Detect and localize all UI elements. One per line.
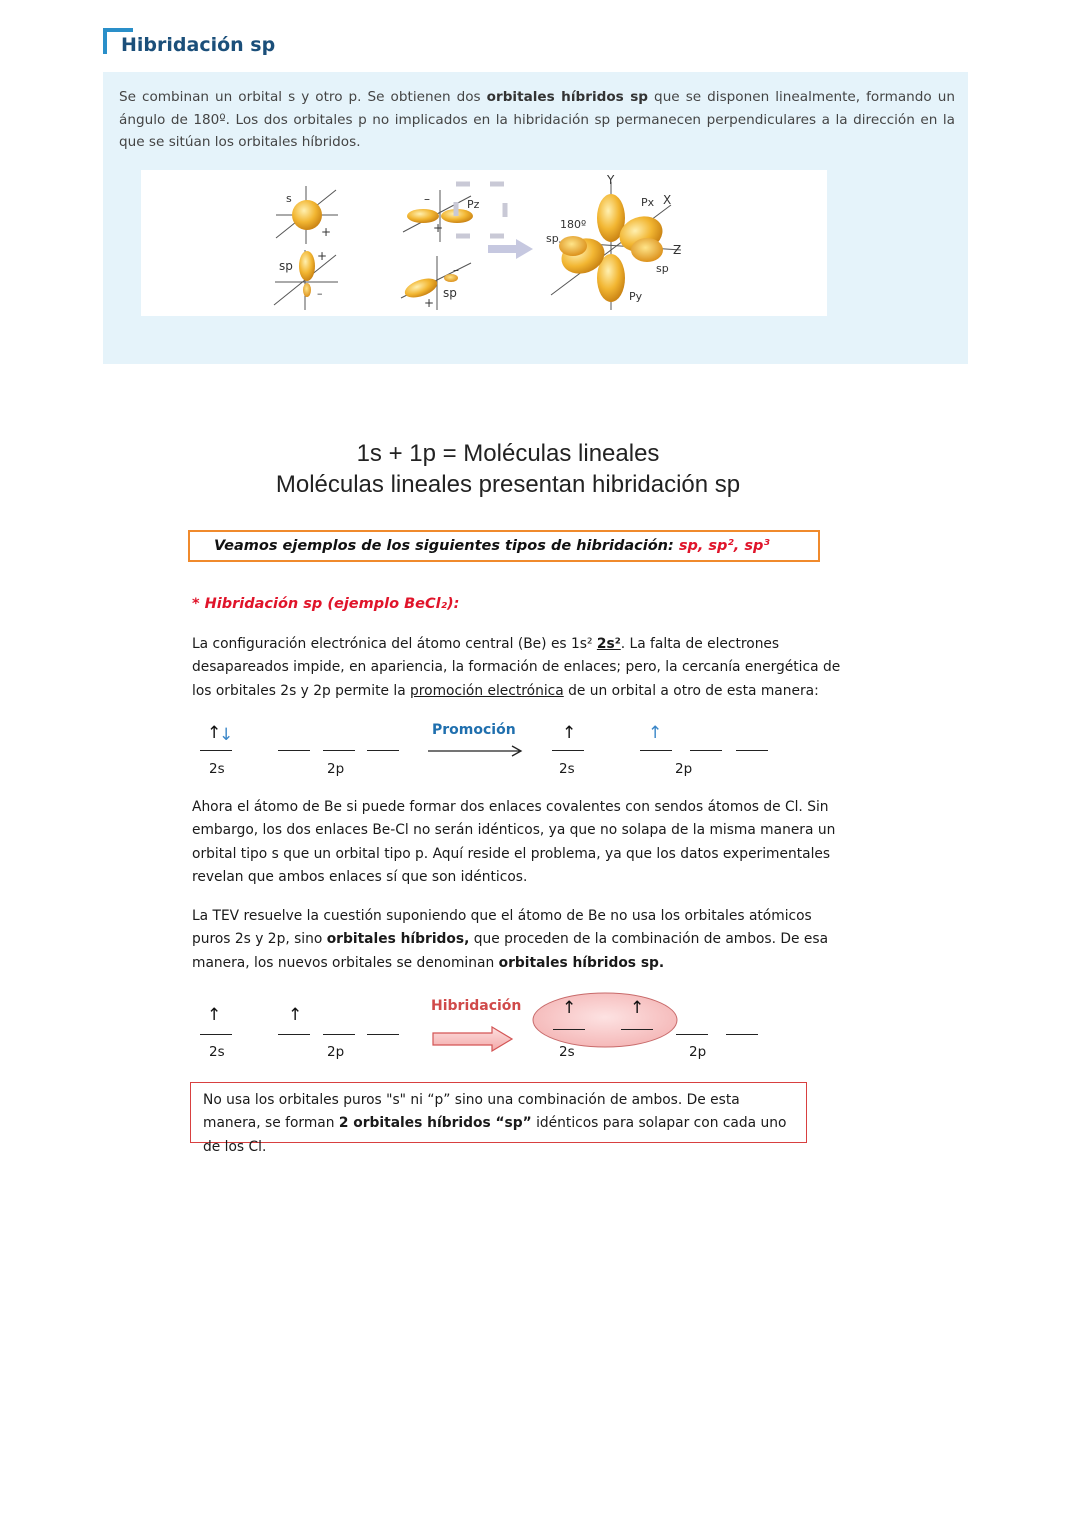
note-box	[190, 1082, 807, 1155]
svg-text:+: +	[317, 249, 328, 263]
combined-orbital	[546, 173, 681, 310]
s-orbital	[276, 186, 338, 244]
orbital-line-2p	[367, 750, 399, 751]
svg-text:+: +	[433, 221, 444, 235]
orbital-line-2p	[323, 750, 355, 751]
hybridization-arrow	[430, 1026, 516, 1052]
orbital-line-2s	[200, 1034, 232, 1035]
hybridization-types: sp, sp², sp³	[678, 538, 770, 554]
spin-up-arrow: ↑	[207, 723, 222, 743]
orbital-line-2p	[640, 750, 672, 751]
svg-text:+: +	[424, 296, 435, 310]
label-2p: 2p	[327, 761, 345, 777]
svg-text:–: –	[424, 192, 430, 206]
label-2s: 2s	[209, 761, 225, 777]
label-2s: 2s	[559, 761, 575, 777]
spin-up-arrow: ↑	[630, 998, 645, 1018]
orbital-line-2p	[676, 1034, 708, 1035]
svg-text:+: +	[321, 225, 332, 239]
svg-text:sp: sp	[279, 259, 293, 273]
orbital-line-2p	[278, 1034, 310, 1035]
spin-down-arrow: ↓	[219, 725, 234, 745]
svg-text:–: –	[453, 263, 459, 277]
promotion-term: promoción electrónica	[410, 682, 564, 699]
info-text: Se combinan un orbital s y otro p. Se obtienen dos orbitales híbridos sp que se disponen linealmente, formando un ángulo de 180º. Los dos orbitales p no implicados en la hibridación sp permanecen perpendiculares a la dirección en la que se sitúan los orbitales híbridos.	[119, 89, 955, 150]
orbital-line-2p	[690, 750, 722, 751]
orbital-illustration	[141, 170, 827, 316]
title-line-1: 1s + 1p = Moléculas lineales	[356, 440, 660, 467]
orbital-line-2s	[552, 750, 584, 751]
sp-hybrid-orbital-mid	[401, 256, 471, 310]
spin-up-arrow: ↑	[207, 1005, 222, 1025]
spin-up-arrow: ↑	[288, 1005, 303, 1025]
label-2p: 2p	[689, 1044, 707, 1060]
hybrid-orbital-line	[621, 1029, 653, 1030]
svg-text:Px: Px	[641, 196, 655, 209]
label-2p: 2p	[675, 761, 693, 777]
label-2s: 2s	[209, 1044, 225, 1060]
svg-text:Y: Y	[607, 173, 615, 187]
label-2s: 2s	[559, 1044, 575, 1060]
svg-text:Py: Py	[629, 290, 643, 303]
p-orbital	[403, 184, 505, 242]
orbital-figure	[141, 170, 827, 316]
svg-text:sp: sp	[656, 262, 669, 275]
orbital-line-2p	[278, 750, 310, 751]
promotion-arrow	[426, 744, 526, 758]
svg-text:X: X	[663, 193, 672, 207]
orbital-line-2s	[200, 750, 232, 751]
paragraph-problem: Ahora el átomo de Be si puede formar dos enlaces covalentes con sendos átomos de Cl. Sin embargo, los dos enlaces Be-Cl no serán idénticos, ya que no solapa de la misma manera un orbital tipo s que un orbital tipo p. Aquí reside el problema, ya que los datos experimentales revelan que ambos enlaces sí que son idénticos.	[192, 799, 836, 885]
process-arrow	[488, 239, 533, 259]
orbital-line-2p	[323, 1034, 355, 1035]
paragraph-tev: La TEV resuelve la cuestión suponiendo que el átomo de Be no usa los orbitales atómicos puros 2s y 2p, sino orbitales híbridos, que proceden de la combinación de ambos. De esa manera, los nuevos orbitales se denominan orbitales híbridos sp.	[192, 908, 829, 971]
svg-text:sp: sp	[443, 286, 457, 300]
orbital-line-2p	[367, 1034, 399, 1035]
label-2p: 2p	[327, 1044, 345, 1060]
svg-text:–: –	[317, 287, 323, 300]
svg-text:s: s	[286, 192, 292, 205]
spin-up-arrow: ↑	[648, 723, 663, 743]
promotion-label: Promoción	[432, 722, 516, 738]
svg-text:Pz: Pz	[467, 198, 480, 211]
svg-text:Z: Z	[673, 243, 682, 257]
hybrid-orbitals-ellipse	[530, 990, 680, 1050]
hybrid-orbital-line	[553, 1029, 585, 1030]
svg-text:sp: sp	[546, 232, 559, 245]
note-text: No usa los orbitales puros "s" ni “p” sino una combinación de ambos. De esta manera, se forman 2 orbitales híbridos “sp” idénticos para solapar con cada uno de los Cl.	[203, 1092, 787, 1155]
svg-text:180º: 180º	[560, 218, 587, 231]
spin-up-arrow: ↑	[562, 998, 577, 1018]
sp-hybrid-orbital-left	[274, 249, 338, 310]
hybridization-label: Hibridación	[431, 998, 522, 1014]
spin-up-arrow: ↑	[562, 723, 577, 743]
orbital-line-2p	[726, 1034, 758, 1035]
paragraph-configuration: La configuración electrónica del átomo central (Be) es 1s² 2s². La falta de electrones desapareados impide, en apariencia, la formación de enlaces; pero, la cercanía energética de los orbitales 2s y 2p permite la promoción electrónica de un orbital a otro de esta manera:	[192, 636, 841, 699]
orbital-line-2p	[736, 750, 768, 751]
info-bold-term: orbitales híbridos sp	[486, 89, 649, 105]
subheading-sp-example: * Hibridación sp (ejemplo BeCl₂):	[192, 596, 460, 612]
info-box	[103, 72, 968, 364]
section-title: Hibridación sp	[121, 34, 276, 56]
examples-text: Veamos ejemplos de los siguientes tipos de hibridación: sp, sp², sp³	[214, 538, 770, 554]
title-line-2: Moléculas lineales presentan hibridación sp	[275, 471, 741, 498]
examples-box	[188, 530, 820, 562]
